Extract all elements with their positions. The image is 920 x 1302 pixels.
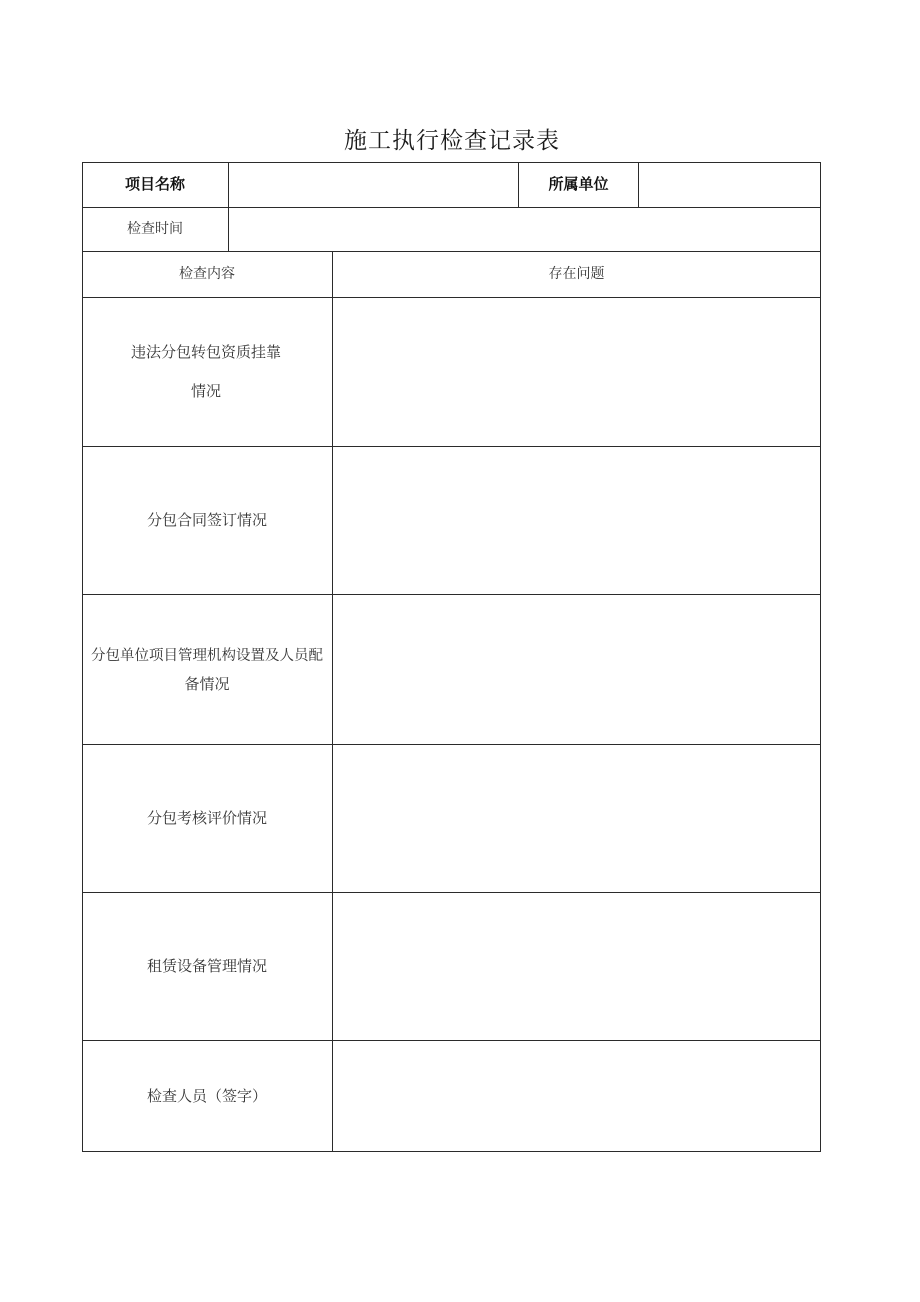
column-header-issues: 存在问题 (548, 266, 605, 282)
check-item-line2: 备情况 (184, 674, 230, 693)
project-name-label: 项目名称 (124, 175, 185, 193)
border-bottom (82, 1151, 821, 1152)
check-item-label: 分包合同签订情况 (146, 511, 267, 529)
check-time-label: 检查时间 (127, 221, 183, 237)
issue-field[interactable] (333, 893, 820, 1040)
column-header-content: 检查内容 (179, 266, 235, 282)
check-time-field[interactable] (229, 208, 820, 251)
inspector-signature-field[interactable] (333, 1041, 820, 1151)
issue-field[interactable] (333, 298, 820, 446)
issue-field[interactable] (333, 745, 820, 892)
inspection-form (82, 162, 821, 1152)
check-item-label: 租赁设备管理情况 (146, 957, 267, 975)
issue-field[interactable] (333, 595, 820, 744)
check-item-line1: 分包单位项目管理机构设置及人员配 (91, 647, 323, 664)
check-item-label: 分包考核评价情况 (146, 809, 267, 827)
border-right (820, 162, 821, 1152)
check-item-label (82, 298, 332, 446)
inspector-signature-label: 检查人员（签字） (146, 1086, 267, 1105)
unit-label: 所属单位 (548, 175, 609, 193)
check-item-line1: 违法分包转包资质挂靠 (130, 343, 281, 361)
page-title: 施工执行检查记录表 (344, 128, 560, 154)
check-item-line2: 情况 (190, 382, 221, 400)
project-name-field[interactable] (229, 163, 518, 207)
issue-field[interactable] (333, 447, 820, 594)
unit-field[interactable] (639, 163, 820, 207)
check-item-label (82, 595, 332, 744)
